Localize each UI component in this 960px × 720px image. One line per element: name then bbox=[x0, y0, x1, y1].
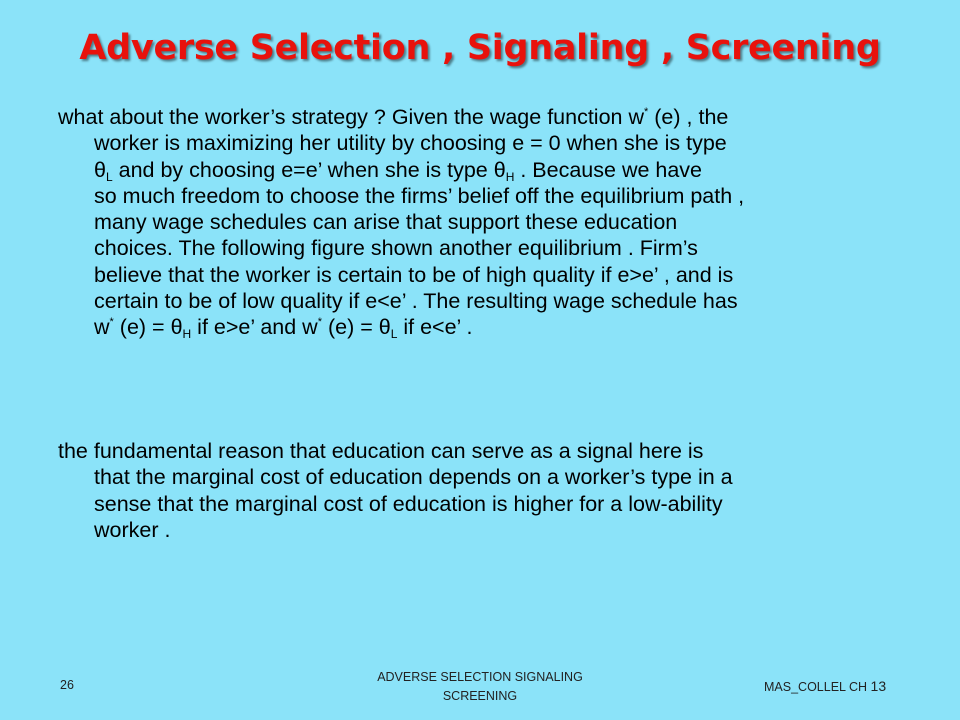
text-line: choices. The following figure shown another equilibrium . Firm’s bbox=[94, 236, 698, 261]
slide-number: 26 bbox=[60, 678, 74, 692]
body-paragraph-worker-strategy bbox=[58, 104, 910, 341]
text-line: sense that the marginal cost of education is higher for a low-ability bbox=[94, 491, 723, 516]
text-line: believe that the worker is certain to be of high quality if e>e’ , and is bbox=[94, 262, 734, 287]
body-paragraph-fundamental-reason bbox=[58, 438, 910, 543]
text-line: so much freedom to choose the firms’ belief off the equilibrium path , bbox=[94, 183, 745, 208]
text-line: that the marginal cost of education depends on a worker’s type in a bbox=[94, 465, 733, 490]
text-line: the fundamental reason that education can serve as a signal here is bbox=[58, 439, 704, 463]
text-line: w* $(e) = \theta_H$ if e>e’ and w* $(e) = \theta_L$ if e<e’ . bbox=[94, 315, 473, 342]
text-line: worker . bbox=[94, 517, 171, 542]
text-line: many wage schedules can arise that support these education bbox=[94, 210, 678, 235]
slide-title: Adverse Selection , Signaling , Screening bbox=[79, 28, 881, 68]
footer-title: ADVERSE SELECTION SIGNALING SCREENING bbox=[377, 670, 583, 703]
text-line: certain to be of low quality if e<e’ . The resulting wage schedule has bbox=[94, 289, 738, 314]
text-line: what about the worker’s strategy ? Given the wage function w* (e) , the bbox=[58, 105, 729, 129]
footer-reference: MAS_COLLEL CH 13 bbox=[764, 678, 887, 694]
text-line: worker is maximizing her utility by choosing e = 0 when she is type bbox=[94, 131, 727, 156]
text-line: $\theta_L$ and by choosing e=e’ when she is type $\theta_H$ . Because we have bbox=[94, 157, 703, 184]
